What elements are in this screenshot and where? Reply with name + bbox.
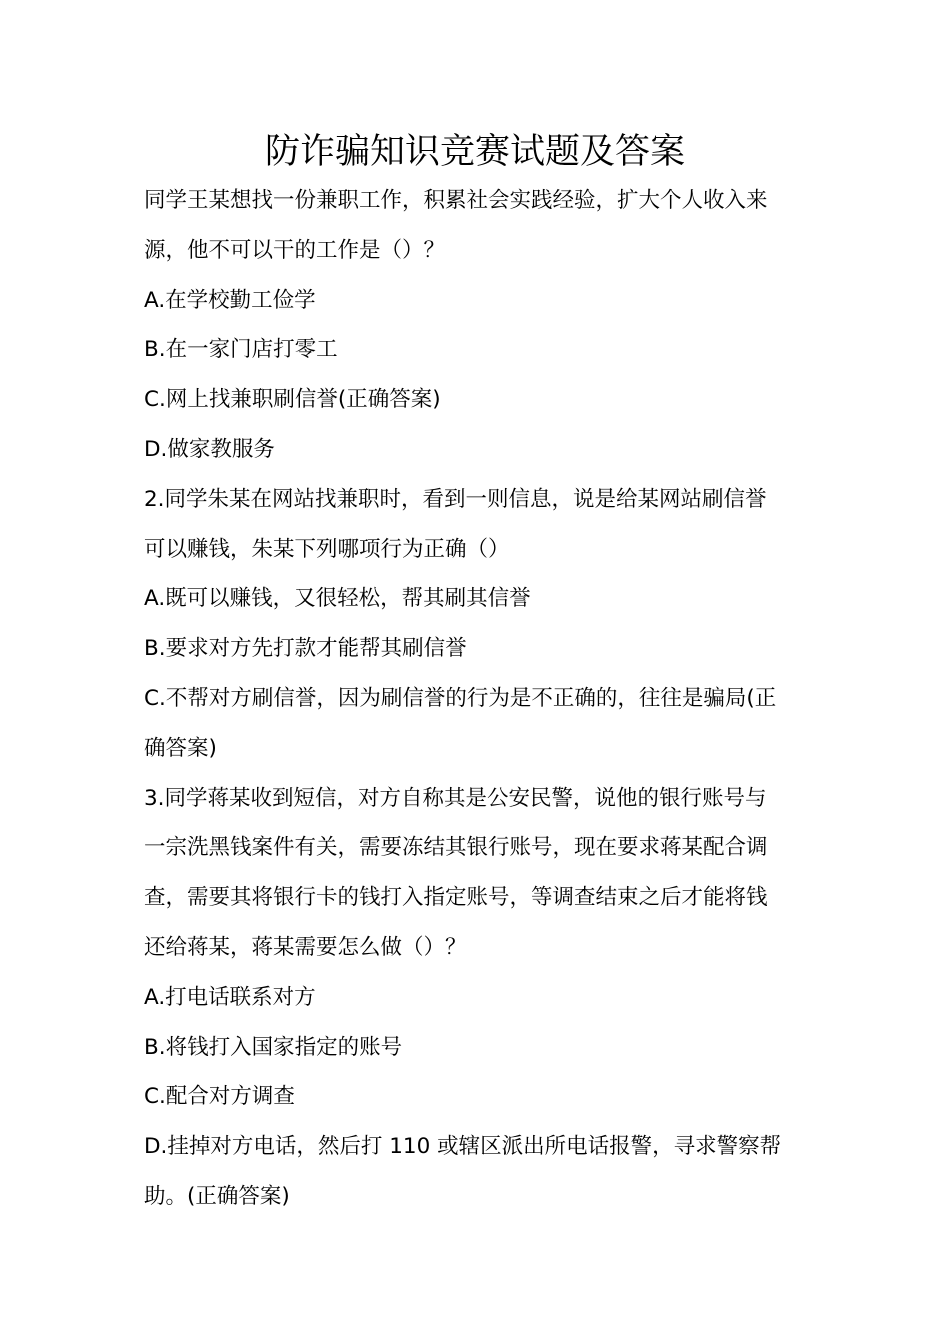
question-2-option-b: B.要求对方先打款才能帮其刷信誉 (144, 636, 467, 662)
question-2-option-c-line-1: C.不帮对方刷信誉，因为刷信誉的行为是不正确的，往往是骗局(正 (144, 685, 777, 711)
question-3-text-line-1: 3.同学蒋某收到短信，对方自称其是公安民警，说他的银行账号与 (144, 785, 767, 811)
question-2-text-line-1: 2.同学朱某在网站找兼职时，看到一则信息，说是给某网站刷信誉 (144, 486, 767, 512)
question-3-option-d-line-2: 助。(正确答案) (144, 1183, 290, 1209)
question-1-text-line-1: 同学王某想找一份兼职工作，积累社会实践经验，扩大个人收入来 (144, 188, 768, 213)
question-3-option-d-line-1: D.挂掉对方电话，然后打 110 或辖区派出所电话报警，寻求警察帮 (144, 1134, 782, 1160)
question-2-option-a: A.既可以赚钱，又很轻松，帮其刷其信誉 (144, 586, 531, 612)
question-3-option-a: A.打电话联系对方 (144, 984, 316, 1010)
document-body (144, 176, 808, 1222)
document-title: 防诈骗知识竞赛试题及答案 (264, 132, 685, 172)
question-1-text-line-2: 源，他不可以干的工作是（）？ (144, 237, 446, 263)
question-2-option-c-line-2: 确答案) (144, 735, 217, 761)
question-3-text-line-3: 查，需要其将银行卡的钱打入指定账号，等调查结束之后才能将钱 (144, 885, 768, 911)
question-1-option-b: B.在一家门店打零工 (144, 337, 338, 363)
question-3-option-c: C.配合对方调查 (144, 1084, 295, 1110)
question-3-option-b: B.将钱打入国家指定的账号 (144, 1034, 403, 1060)
question-1-option-d: D.做家教服务 (144, 436, 275, 462)
question-1-option-c: C.网上找兼职刷信誉(正确答案) (144, 387, 441, 413)
question-1-option-a: A.在学校勤工俭学 (144, 287, 316, 313)
question-3-text-line-2: 一宗洗黑钱案件有关，需要冻结其银行账号，现在要求蒋某配合调 (144, 835, 768, 861)
question-2-text-line-2: 可以赚钱，朱某下列哪项行为正确（） (144, 536, 510, 562)
question-3-text-line-4: 还给蒋某，蒋某需要怎么做（）？ (144, 934, 467, 960)
